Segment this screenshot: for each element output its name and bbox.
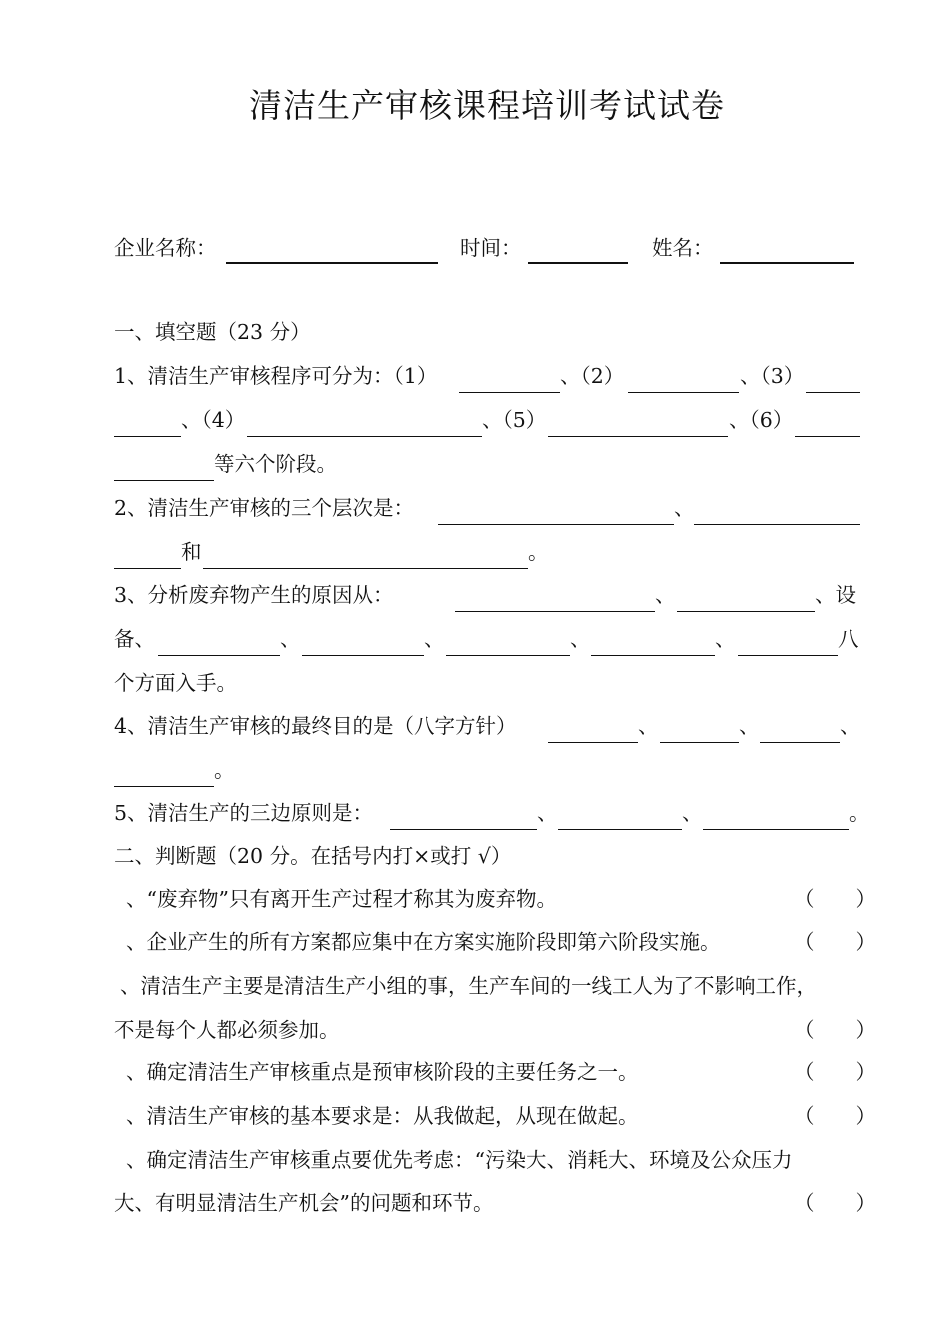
- q1-line3: [114, 444, 860, 488]
- q3-sep-3: 、: [424, 627, 445, 651]
- q5-sep-2: 、: [682, 801, 703, 825]
- judge-item-4-answer[interactable]: （ ）: [794, 1060, 876, 1084]
- q3-blank-6[interactable]: [591, 655, 715, 656]
- judge-item-2-answer[interactable]: （ ）: [794, 930, 876, 954]
- judge-item-3-text-1: 、清洁生产主要是清洁生产小组的事，生产车间的一线工人为了不影响工作，: [120, 974, 817, 998]
- name-label: 姓名：: [652, 236, 714, 260]
- judge-item-4-text: 、确定清洁生产审核重点是预审核阶段的主要任务之一。: [126, 1060, 639, 1084]
- q5-blank-1[interactable]: [390, 829, 537, 830]
- q5-blank-3[interactable]: [703, 829, 849, 830]
- q3-blank-2[interactable]: [677, 611, 815, 612]
- q3-eight: 八: [838, 627, 859, 651]
- q1-blank-6b[interactable]: [114, 480, 214, 481]
- q1-sep-4: 、（4）: [181, 408, 246, 432]
- judge-item-3-line1: [114, 966, 860, 1010]
- q4-sep-1: 、: [638, 714, 659, 738]
- q4-line2: [114, 750, 860, 794]
- section1-heading-row: [114, 312, 860, 356]
- judge-item-6-text-1: 、确定清洁生产审核重点要优先考虑：“污染大、消耗大、环境及公众压力: [126, 1148, 793, 1172]
- q2-prefix: 2、清洁生产审核的三个层次是：: [114, 496, 415, 520]
- time-label: 时间：: [460, 236, 522, 260]
- judge-item-4: [114, 1052, 876, 1096]
- q3-sep-1: 、: [655, 583, 676, 607]
- q1-blank-6a[interactable]: [795, 436, 860, 437]
- q1-blank-4[interactable]: [247, 436, 482, 437]
- q1-line2: [114, 400, 860, 444]
- q1-end: 等六个阶段。: [214, 452, 337, 476]
- header-row: [114, 228, 860, 272]
- q1-blank-1[interactable]: [459, 392, 560, 393]
- q3-blank-5[interactable]: [446, 655, 570, 656]
- section2-heading: 二、判断题（20 分。在括号内打×或打 √）: [114, 844, 512, 868]
- q4-sep-3: 、: [840, 714, 861, 738]
- judge-item-6-line1: [114, 1140, 860, 1184]
- q3-equip: 、设: [815, 583, 856, 607]
- q2-end: 。: [528, 540, 549, 564]
- q3-blank-7[interactable]: [738, 655, 838, 656]
- q1-blank-2[interactable]: [628, 392, 739, 393]
- q2-line2: [114, 532, 860, 576]
- q3-sep-4: 、: [570, 627, 591, 651]
- q4-blank-2[interactable]: [660, 742, 739, 743]
- q1-blank-5[interactable]: [548, 436, 728, 437]
- q1-sep-3: 、（3）: [740, 364, 805, 388]
- exam-title: 清洁生产审核课程培训考试试卷: [249, 86, 725, 125]
- judge-item-2-text: 、企业产生的所有方案都应集中在方案实施阶段即第六阶段实施。: [126, 930, 721, 954]
- q3-line1: [114, 575, 860, 619]
- q5-blank-2[interactable]: [558, 829, 682, 830]
- judge-item-2: [114, 922, 876, 966]
- q2-blank-3[interactable]: [203, 568, 528, 569]
- judge-item-1-answer[interactable]: （ ）: [794, 887, 876, 911]
- q5-end: 。: [849, 801, 870, 825]
- q3-line3: [114, 663, 860, 707]
- q2-and: 和: [181, 540, 202, 564]
- name-input-line[interactable]: [720, 262, 854, 264]
- judge-item-6-line2: [114, 1183, 876, 1227]
- q4-sep-2: 、: [739, 714, 760, 738]
- company-input-line[interactable]: [226, 262, 438, 264]
- q3-prefix: 3、分析废弃物产生的原因从：: [114, 583, 394, 607]
- q2-blank-2b[interactable]: [114, 568, 181, 569]
- judge-item-1: [114, 879, 876, 923]
- judge-item-6-text-2: 大、有明显清洁生产机会”的问题和环节。: [114, 1191, 494, 1215]
- judge-item-3-line2: [114, 1010, 876, 1054]
- q3-line2: [114, 619, 860, 663]
- q3-sep-5: 、: [715, 627, 736, 651]
- q2-blank-2a[interactable]: [694, 524, 860, 525]
- q1-sep-6: 、（6）: [729, 408, 794, 432]
- judge-item-5: [114, 1096, 876, 1140]
- q3-line2-start: 备、: [114, 627, 155, 651]
- q5-prefix: 5、清洁生产的三边原则是：: [114, 801, 374, 825]
- q3-sep-2: 、: [280, 627, 301, 651]
- section2-heading-row: [114, 836, 860, 880]
- q1-blank-3a[interactable]: [806, 392, 860, 393]
- q1-sep-5: 、（5）: [482, 408, 547, 432]
- q4-prefix: 4、清洁生产审核的最终目的是（八字方针）: [114, 714, 517, 738]
- q1-prefix: 1、清洁生产审核程序可分为：（1）: [114, 364, 438, 388]
- judge-item-1-text: 、“废弃物”只有离开生产过程才称其为废弃物。: [126, 887, 557, 911]
- q3-blank-3[interactable]: [158, 655, 280, 656]
- q4-end: 。: [214, 758, 235, 782]
- judge-item-5-text: 、清洁生产审核的基本要求是：从我做起，从现在做起。: [126, 1104, 639, 1128]
- q5-sep-1: 、: [537, 801, 558, 825]
- judge-item-3-answer[interactable]: （ ）: [794, 1018, 876, 1042]
- q5-line: [114, 793, 870, 837]
- q3-blank-1[interactable]: [455, 611, 655, 612]
- q4-blank-4[interactable]: [114, 786, 214, 787]
- q1-sep-2: 、（2）: [560, 364, 625, 388]
- q2-line1: [114, 488, 860, 532]
- q4-blank-1[interactable]: [548, 742, 638, 743]
- q4-line1: [114, 706, 860, 750]
- q3-blank-4[interactable]: [302, 655, 424, 656]
- q4-blank-3[interactable]: [760, 742, 840, 743]
- q3-end: 个方面入手。: [114, 671, 237, 695]
- q2-blank-1[interactable]: [438, 524, 674, 525]
- judge-item-3-text-2: 不是每个人都必须参加。: [114, 1018, 340, 1042]
- judge-item-6-answer[interactable]: （ ）: [794, 1191, 876, 1215]
- company-label: 企业名称：: [114, 236, 217, 260]
- judge-item-5-answer[interactable]: （ ）: [794, 1104, 876, 1128]
- time-input-line[interactable]: [528, 262, 628, 264]
- section1-heading: 一、填空题（23 分）: [114, 320, 311, 344]
- q1-line1: [114, 356, 860, 400]
- q2-sep: 、: [674, 496, 695, 520]
- q1-blank-3b[interactable]: [114, 436, 181, 437]
